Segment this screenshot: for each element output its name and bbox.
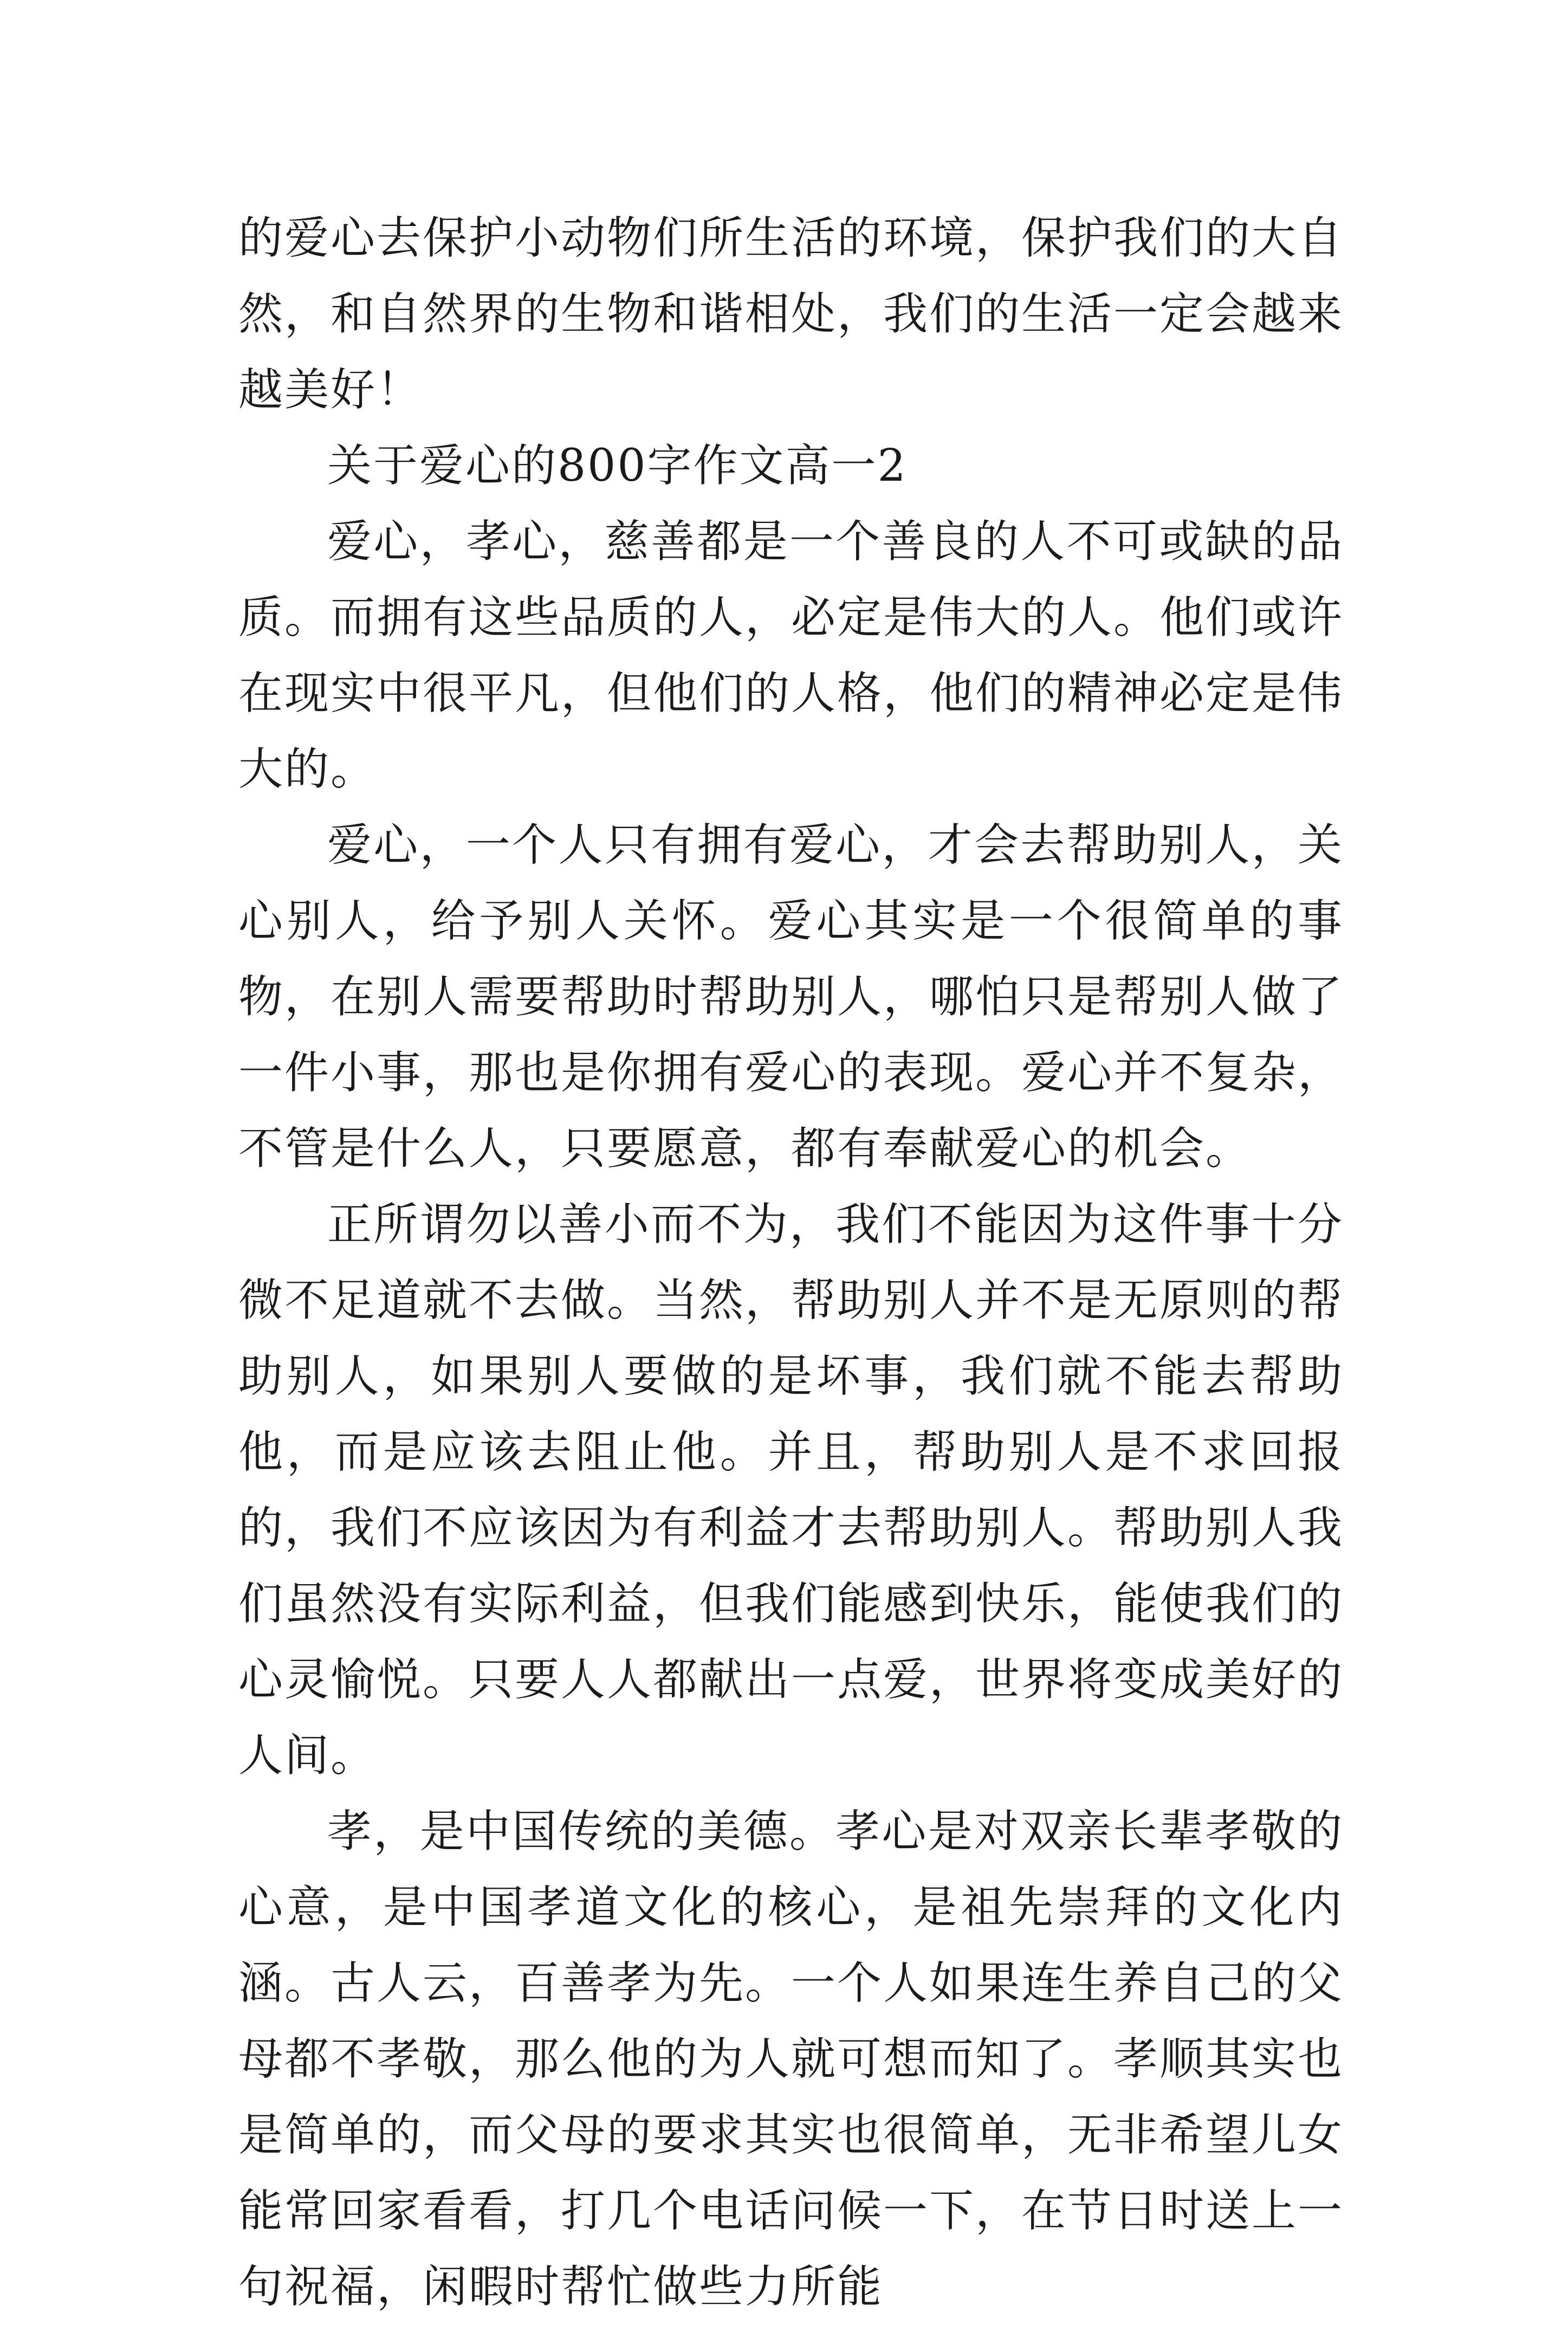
paragraph-love: 爱心，一个人只有拥有爱心，才会去帮助别人，关心别人，给予别人关怀。爱心其实是一个很简单的事物，在别人需要帮助时帮助别人，哪怕只是帮别人做了一件小事，那也是你拥有爱心的表现。爱心并不复杂，不管是什么人，只要愿意，都有奉献爱心的机会。 [238, 819, 1344, 1174]
paragraph-continuation: 的爱心去保护小动物们所生活的环境，保护我们的大自然，和自然界的生物和谐相处，我们的生活一定会越来越美好！ [238, 212, 1344, 416]
paragraph-kindness: 正所谓勿以善小而不为，我们不能因为这件事十分微不足道就不去做。当然，帮助别人并不是无原则的帮助别人，如果别人要做的是坏事，我们就不能去帮助他，而是应该去阻止他。并且，帮助别人是不求回报的，我们不应该因为有利益才去帮助别人。帮助别人我们虽然没有实际利益，但我们能感到快乐，能使我们的心灵愉悦。只要人人都献出一点爱，世界将变成美好的人间。 [238, 1199, 1344, 1781]
essay-title-line: 关于爱心的800字作文高一2 [327, 440, 908, 492]
paragraph-filial-piety: 孝，是中国传统的美德。孝心是对双亲长辈孝敬的心意，是中国孝道文化的核心，是祖先崇拜的文化内涵。古人云，百善孝为先。一个人如果连生养自己的父母都不孝敬，那么他的为人就可想而知了。孝顺其实也是简单的，而父母的要求其实也很简单，无非希望儿女能常回家看看，打几个电话问候一下，在节日时送上一句祝福，闲暇时帮忙做些力所能 [238, 1806, 1344, 2313]
essay-body [238, 201, 1344, 2325]
paragraph-intro: 爱心，孝心，慈善都是一个善良的人不可或缺的品质。而拥有这些品质的人，必定是伟大的人。他们或许在现实中很平凡，但他们的人格，他们的精神必定是伟大的。 [238, 516, 1344, 795]
